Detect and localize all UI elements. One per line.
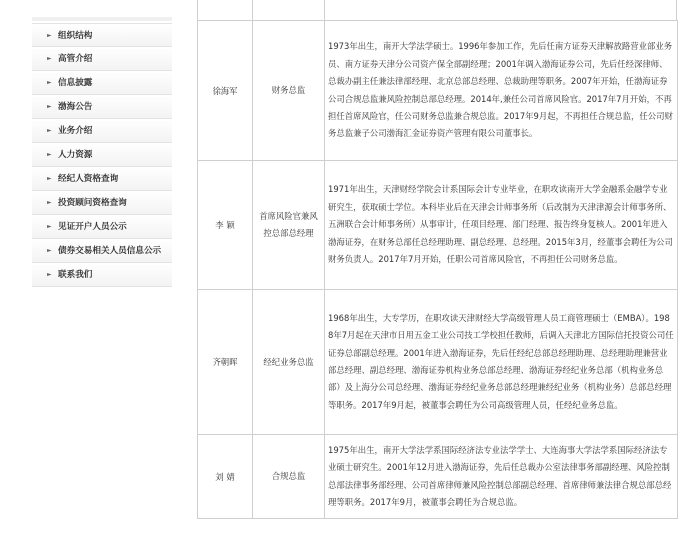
executive-bio: 1971年出生，天津财经学院会计系国际会计专业毕业，在职攻读南开大学金融系金融学专业研究生，获取硕士学位。本科毕业后在天津会计师事务所（后改制为天津津源会计师事务所、五洲联合会计师事务所）从事审计，任项目经理、部门经理、报告终身复核人。2001年进入渤海证券，在财务总部任总经理助理、副总经理、总经理。2015年3月，经董事会聘任为公司财务负责人。2017年7月开始，任职公司首席风险官，不再担任公司财务总监。	[325, 161, 678, 290]
sidebar-item-label: 见证开户人员公示	[58, 222, 127, 232]
sidebar-item-broker-query[interactable]	[32, 167, 172, 191]
table-row	[198, 161, 678, 290]
arrow-right-icon: ►	[47, 32, 52, 39]
arrow-right-icon: ►	[47, 55, 52, 62]
sidebar-item-disclosure[interactable]	[32, 71, 172, 95]
sidebar-item-announcements[interactable]	[32, 95, 172, 119]
executive-bio: 1975年出生，南开大学法学系国际经济法专业法学学士、大连海事大学法学系国际经济法专业硕士研究生。2001年12月进入渤海证券，先后任总裁办公室法律事务部副经理、风险控制总部法律事务部经理、公司首席律师兼风险控制总部副总经理、首席律师兼法律合规总部总经理等职务。2017年9月，被董事会聘任为合规总监。	[325, 435, 678, 519]
arrow-right-icon: ►	[47, 79, 52, 86]
sidebar-item-label: 业务介绍	[58, 126, 93, 136]
executive-name: 齐朝晖	[198, 290, 253, 435]
sidebar-item-label: 高管介绍	[58, 54, 93, 64]
executive-title: 经纪业务总监	[253, 290, 325, 435]
executives-table	[197, 20, 678, 519]
arrow-right-icon: ►	[47, 223, 52, 230]
executive-name: 徐海军	[198, 21, 253, 161]
arrow-right-icon: ►	[47, 103, 52, 110]
sidebar-item-label: 债券交易相关人员信息公示	[58, 246, 162, 256]
sidebar-item-label: 联系我们	[58, 270, 93, 280]
arrow-right-icon: ►	[47, 247, 52, 254]
sidebar-item-witness-staff[interactable]	[32, 215, 172, 239]
sidebar-item-hr[interactable]	[32, 143, 172, 167]
executive-name: 刘 婧	[198, 435, 253, 519]
sidebar-nav	[32, 23, 172, 287]
sidebar-item-bond-staff[interactable]	[32, 239, 172, 263]
sidebar-item-organization[interactable]	[32, 23, 172, 47]
sidebar-item-contact[interactable]	[32, 263, 172, 287]
arrow-right-icon: ►	[47, 199, 52, 206]
sidebar-item-business[interactable]	[32, 119, 172, 143]
sidebar-item-label: 投资顾问资格查询	[58, 198, 127, 208]
sidebar-item-label: 信息披露	[58, 78, 93, 88]
executive-title: 首席风险官兼风控总部总经理	[253, 161, 325, 290]
arrow-right-icon: ►	[47, 127, 52, 134]
sidebar-item-label: 渤海公告	[58, 102, 93, 112]
arrow-right-icon: ►	[47, 175, 52, 182]
sidebar-item-label: 经纪人资格查询	[58, 174, 119, 184]
sidebar-item-advisor-query[interactable]	[32, 191, 172, 215]
executive-title: 财务总监	[253, 21, 325, 161]
executives-table-wrapper	[197, 20, 677, 519]
executive-bio: 1973年出生，南开大学法学硕士。1996年参加工作，先后任南方证券天津解放路营业部业务员、南方证券天津分公司资产保全部副经理；2001年调入渤海证券公司，先后任经深律师、总裁办副主任兼法律部经理、北京总部总经理、总裁助理等职务。2007年开始，任渤海证券公司合规总监兼风险控制总部总经理。2014年,兼任公司首席风险官。2017年7月开始，不再担任首席风险官，任公司财务总监兼合规总监。2017年9月起，不再担任合规总监，任公司财务总监兼子公司渤海汇金证券资产管理有限公司董事长。	[325, 21, 678, 161]
sidebar-item-executives[interactable]	[32, 47, 172, 71]
table-row	[198, 21, 678, 161]
table-row	[198, 435, 678, 519]
arrow-right-icon: ►	[47, 151, 52, 158]
sidebar-top-bar	[32, 17, 172, 21]
sidebar-item-label: 人力资源	[58, 150, 93, 160]
arrow-right-icon: ►	[47, 271, 52, 278]
executive-bio: 1968年出生，大专学历，在职攻读天津财经大学高级管理人员工商管理硕士（EMBA）。1988年7月起在天津市日用五金工业公司技工学校担任教师，后调入天津北方国际信托投资公司任证券总部副总经理。2001年进入渤海证券，先后任经纪总部总经理助理、总经理助理兼营业部总经理、副总经理、渤海证券机构业务总部总经理、渤海证券经纪业务总部（机构业务总部）及上海分公司总经理、渤海证券经纪业务总部总经理兼经纪业务（机构业务）总部总经理等职务。2017年9月起，被董事会聘任为公司高级管理人员，任经纪业务总监。	[325, 290, 678, 435]
sidebar-item-label: 组织结构	[58, 31, 93, 41]
table-top-continuation	[197, 0, 677, 20]
table-row	[198, 290, 678, 435]
executive-name: 李 颖	[198, 161, 253, 290]
executive-title: 合规总监	[253, 435, 325, 519]
